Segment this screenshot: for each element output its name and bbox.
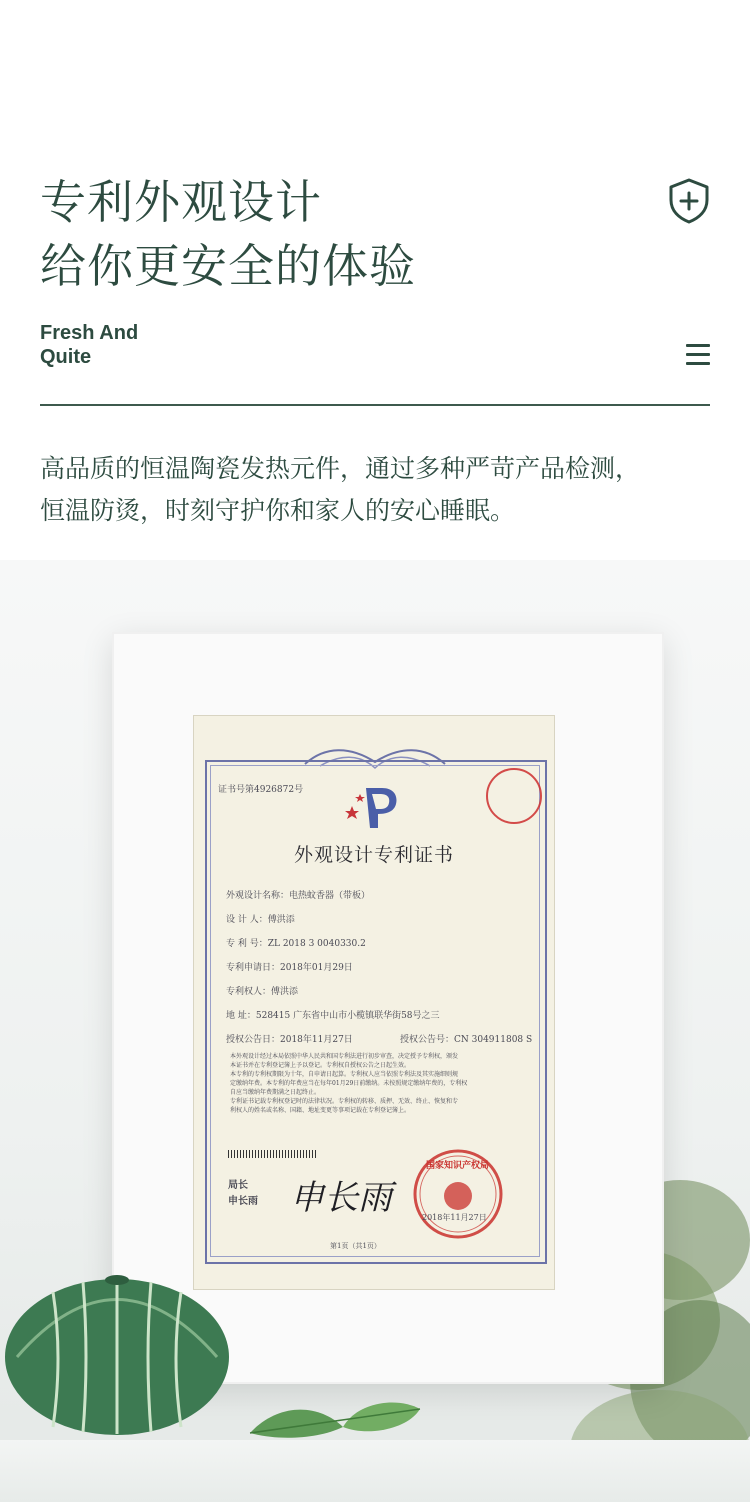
shelf [0, 1440, 750, 1502]
grant-number: 授权公告号：CN 304911808 S [400, 1035, 533, 1045]
title-line-2: 给你更安全的体验 [40, 239, 416, 293]
director-label: 局长 [228, 1180, 248, 1191]
leaf-image [248, 1395, 423, 1445]
header-section [0, 0, 750, 600]
filing-date: 专利申请日：2018年01月29日 [226, 963, 353, 973]
seal-text: 国家知识产权局 [426, 1161, 490, 1171]
description-line-1: 高品质的恒温陶瓷发热元件，通过多种严苛产品检测， [40, 454, 641, 483]
body-line: 本证书并在专利登记簿上予以登记。专利权自授权公告之日起生效。 [230, 1062, 411, 1069]
title-line-1: 专利外观设计 [40, 175, 322, 229]
patent-office-logo [342, 784, 406, 832]
patent-number: 专 利 号：ZL 2018 3 0040330.2 [226, 939, 366, 949]
patent-owner: 专利权人：傅洪添 [226, 987, 299, 997]
owner-address: 地 址：528415 广东省中山市小榄镇联华街58号之三 [226, 1011, 440, 1021]
certificate-body [230, 1052, 467, 1115]
body-line: 定缴纳年费。本专利的年费应当在每年01月29日前缴纳。未按照规定缴纳年费的，专利权 [230, 1080, 468, 1087]
grant-date: 授权公告日：2018年11月27日 [226, 1035, 353, 1045]
body-line: 自应当缴纳年费期满之日起终止。 [230, 1089, 321, 1096]
page-footer: 第1页（共1页） [330, 1242, 381, 1250]
body-line: 本专利的专利权期限为十年，自申请日起算。专利权人应当依照专利法及其实施细则规 [230, 1071, 459, 1078]
divider [40, 404, 710, 406]
body-line: 专利证书记载专利权登记时的法律状况。专利权的转移、质押、无效、终止、恢复和专 [230, 1098, 459, 1105]
hamburger-menu-icon[interactable] [686, 344, 710, 366]
shield-plus-icon [668, 178, 710, 224]
design-name: 外观设计名称：电热蚊香器（带板） [226, 891, 371, 901]
description [40, 448, 720, 532]
ceramic-vase-image [3, 1262, 231, 1437]
subtitle-line-2: Quite [40, 346, 92, 368]
director-name: 申长雨 [228, 1196, 258, 1207]
director-signature: 申长雨 [290, 1178, 392, 1218]
subtitle-line-1: Fresh And [40, 322, 139, 344]
top-right-seal [486, 768, 542, 824]
certificate-title: 外观设计专利证书 [293, 844, 454, 866]
page-title [40, 170, 416, 298]
body-line: 利权人的姓名或名称、国籍、地址变更等事项记载在专利登记簿上。 [230, 1107, 411, 1114]
barcode [228, 1150, 318, 1158]
description-line-2: 恒温防烫，时刻守护你和家人的安心睡眠。 [40, 496, 516, 525]
certificate-number: 证书号第4926872号 [218, 785, 304, 795]
subtitle [40, 321, 138, 369]
seal-date: 2018年11月27日 [422, 1213, 487, 1222]
designer: 设 计 人：傅洪添 [226, 915, 295, 925]
body-line: 本外观设计经过本局依照中华人民共和国专利法进行初步审查，决定授予专利权，颁发 [230, 1053, 459, 1060]
